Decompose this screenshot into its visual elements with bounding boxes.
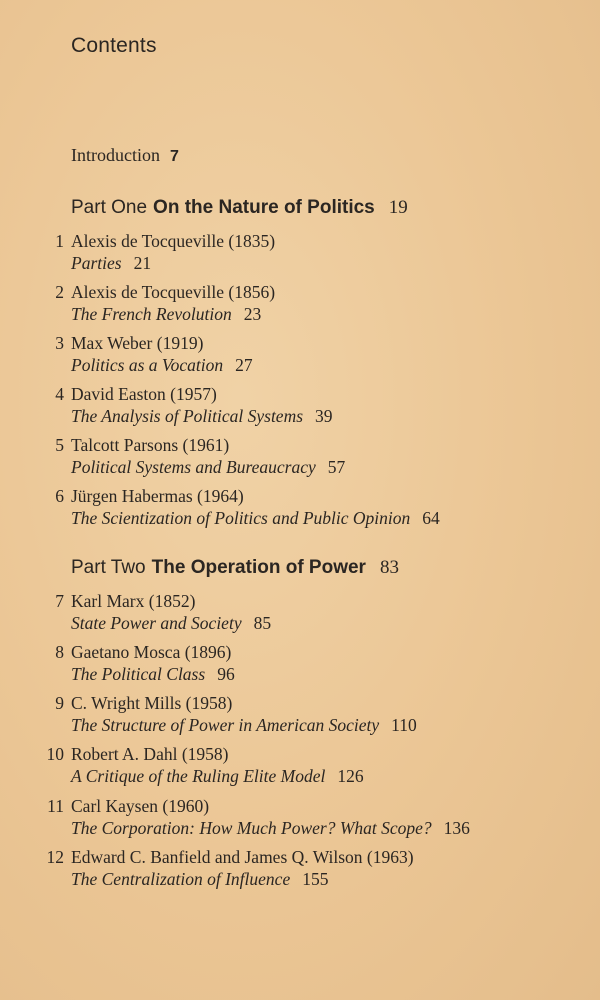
entry-work-title: A Critique of the Ruling Elite Model <box>71 766 326 786</box>
toc-entry <box>0 230 600 280</box>
entry-number: 2 <box>55 282 64 302</box>
entry-page-number: 21 <box>133 253 152 273</box>
entry-page-number: 85 <box>253 613 272 633</box>
entry-number: 10 <box>46 744 64 764</box>
part-prefix: Part One <box>71 197 148 218</box>
part-heading <box>71 197 408 219</box>
toc-entry <box>0 795 600 845</box>
toc-entry <box>0 281 600 331</box>
toc-entry <box>0 332 600 382</box>
entry-work-title: The Corporation: How Much Power? What Scope? <box>71 818 432 838</box>
toc-entry <box>0 434 600 484</box>
entry-page-number: 64 <box>422 508 440 528</box>
part-title: The Operation of Power <box>151 557 366 578</box>
entry-author: Alexis de Tocqueville (1856) <box>71 282 276 302</box>
entry-number: 9 <box>55 693 64 713</box>
entry-author: Talcott Parsons (1961) <box>71 435 230 455</box>
introduction-entry <box>71 145 179 166</box>
entry-number: 11 <box>47 796 64 816</box>
entry-number: 7 <box>55 591 64 611</box>
entry-page-number: 27 <box>235 355 253 375</box>
entry-number: 4 <box>55 384 64 404</box>
entry-work-title: Political Systems and Bureaucracy <box>71 457 316 477</box>
entry-number: 5 <box>55 435 64 455</box>
part-heading <box>71 557 399 579</box>
entry-work-title: The Scientization of Politics and Public Opinion <box>71 508 411 528</box>
toc-entry <box>0 846 600 896</box>
entry-number: 3 <box>55 333 64 353</box>
part-page-number: 83 <box>379 557 399 578</box>
toc-entry <box>0 692 600 742</box>
entry-work-title: Politics as a Vocation <box>71 355 224 375</box>
entry-author: Edward C. Banfield and James Q. Wilson (1963) <box>71 847 414 867</box>
entry-number: 12 <box>46 847 64 867</box>
entry-number: 6 <box>55 486 64 506</box>
entry-work-title: The French Revolution <box>71 304 232 324</box>
entry-author: Robert A. Dahl (1958) <box>71 744 229 764</box>
entry-number: 1 <box>55 231 64 251</box>
toc-entry <box>0 383 600 433</box>
toc-entry <box>0 590 600 640</box>
toc-entry <box>0 641 600 691</box>
part-page-number: 19 <box>388 197 408 218</box>
entry-author: Jürgen Habermas (1964) <box>71 486 244 506</box>
entry-work-title: The Centralization of Influence <box>71 869 291 889</box>
entry-page-number: 39 <box>315 406 333 426</box>
part-title: On the Nature of Politics <box>153 197 375 218</box>
entry-author: Gaetano Mosca (1896) <box>71 642 232 662</box>
entry-page-number: 57 <box>327 457 346 477</box>
entry-page-number: 136 <box>443 818 470 838</box>
entry-author: Max Weber (1919) <box>71 333 204 353</box>
entry-number: 8 <box>55 642 64 662</box>
entry-page-number: 96 <box>217 664 235 684</box>
entry-work-title: State Power and Society <box>71 613 242 633</box>
entry-work-title: The Structure of Power in American Society <box>71 715 380 735</box>
entry-work-title: The Analysis of Political Systems <box>71 406 304 426</box>
entry-page-number: 155 <box>302 869 329 889</box>
toc-entry <box>0 743 600 793</box>
introduction-label: Introduction <box>71 145 160 165</box>
part-prefix: Part Two <box>71 557 146 578</box>
toc-entry <box>0 485 600 535</box>
page-title: Contents <box>71 34 157 57</box>
entry-work-title: Parties <box>71 253 122 273</box>
entry-page-number: 126 <box>337 766 364 786</box>
entry-page-number: 110 <box>391 715 417 735</box>
introduction-page-number: 7 <box>169 148 179 165</box>
entry-author: Alexis de Tocqueville (1835) <box>71 231 276 251</box>
entry-author: C. Wright Mills (1958) <box>71 693 233 713</box>
entry-author: Carl Kaysen (1960) <box>71 796 210 816</box>
entry-page-number: 23 <box>243 304 262 324</box>
entry-work-title: The Political Class <box>71 664 206 684</box>
entry-author: Karl Marx (1852) <box>71 591 196 611</box>
entry-author: David Easton (1957) <box>71 384 217 404</box>
